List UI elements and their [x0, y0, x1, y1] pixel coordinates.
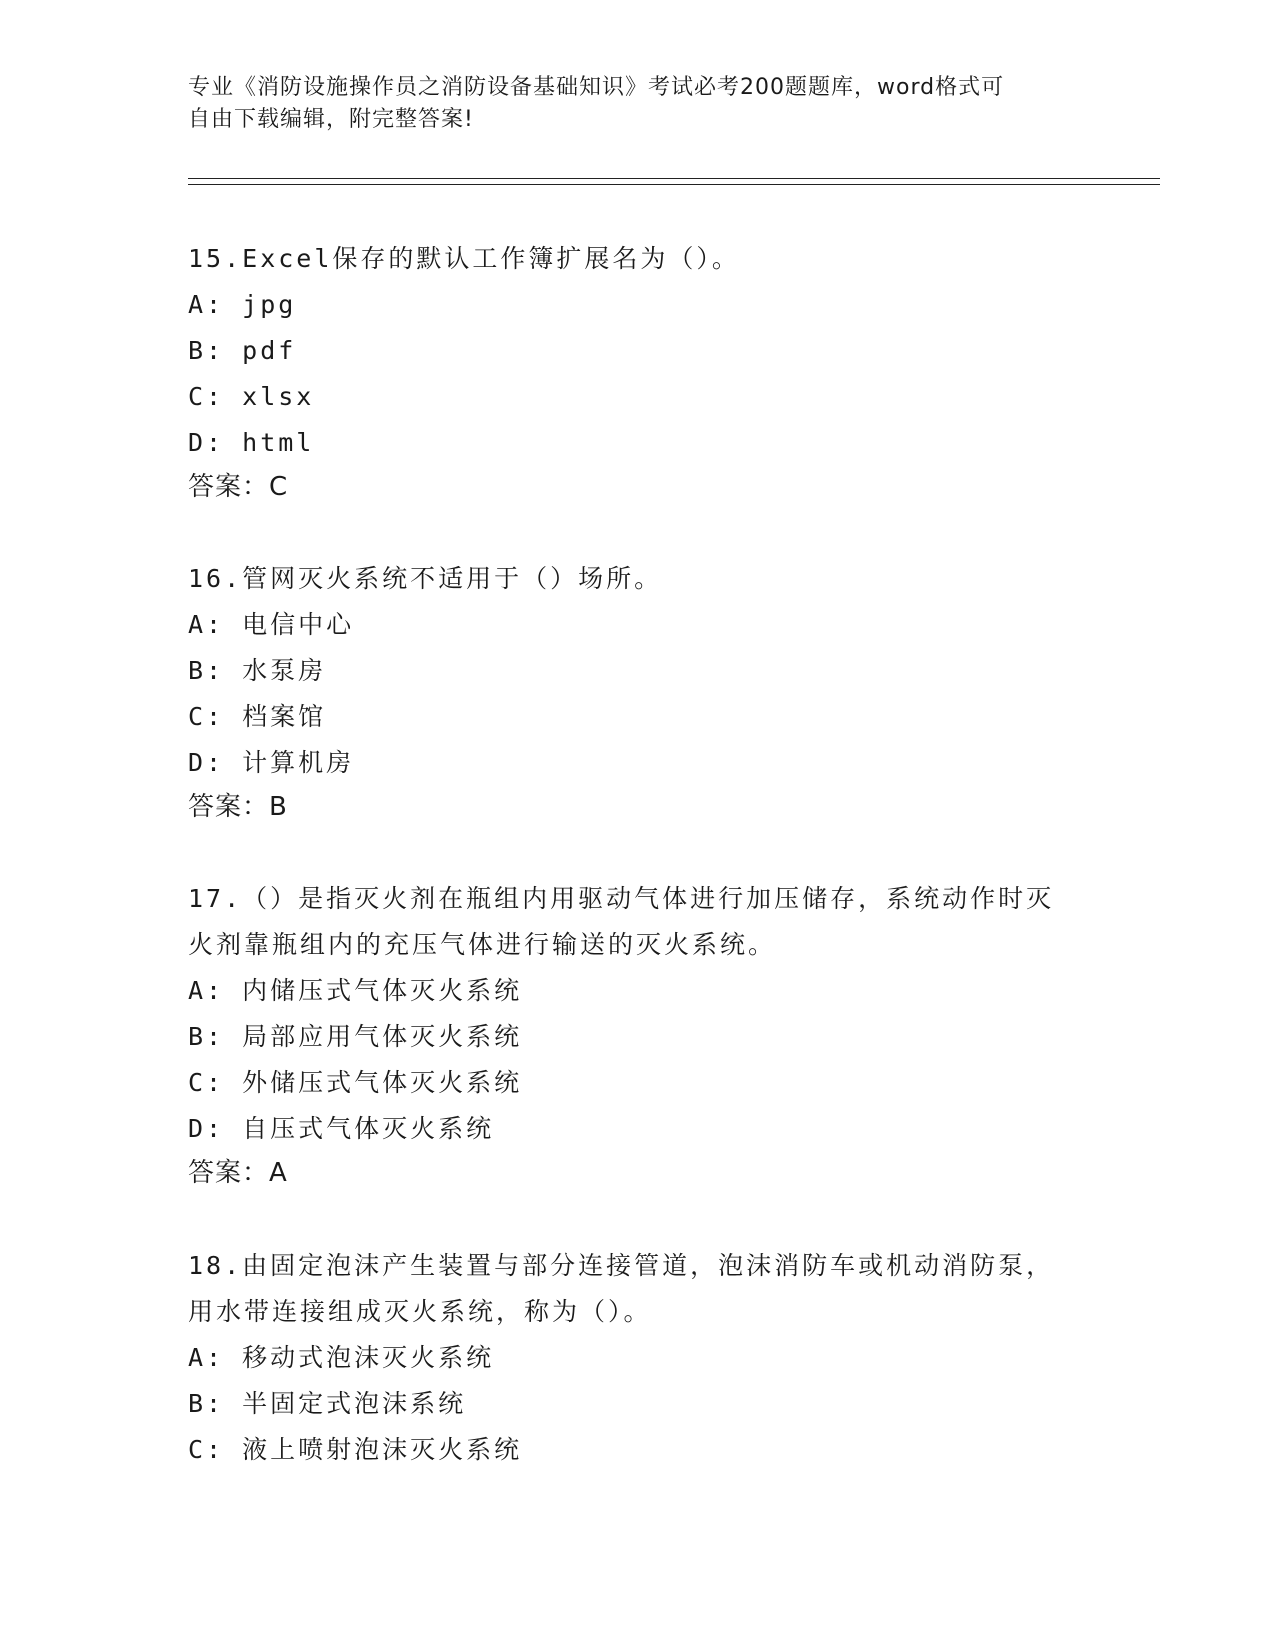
option-d: D: html — [188, 428, 315, 457]
option-d: D: 自压式气体灭火系统 — [188, 1114, 495, 1143]
option-c: C: xlsx — [188, 382, 315, 411]
option-b: B: 水泵房 — [188, 656, 327, 685]
answer: 答案：C — [188, 472, 289, 502]
header-line-1: 专业《消防设施操作员之消防设备基础知识》考试必考200题题库，word格式可 — [188, 75, 1005, 100]
question-text-line-2: 火剂靠瓶组内的充压气体进行输送的灭火系统。 — [188, 930, 777, 959]
question-text-line-1: 17.（）是指灭火剂在瓶组内用驱动气体进行加压储存，系统动作时灭 — [188, 884, 1055, 913]
question-15 — [188, 236, 1088, 508]
question-17 — [188, 876, 1088, 1194]
answer: 答案：B — [188, 792, 288, 822]
question-18 — [188, 1243, 1088, 1473]
option-b: B: pdf — [188, 336, 297, 365]
answer: 答案：A — [188, 1158, 288, 1188]
question-text-line-1: 18.由固定泡沫产生装置与部分连接管道，泡沫消防车或机动消防泵， — [188, 1251, 1055, 1280]
document-header — [188, 72, 1088, 136]
option-c: C: 液上喷射泡沫灭火系统 — [188, 1435, 523, 1464]
question-16 — [188, 556, 1088, 828]
option-d: D: 计算机房 — [188, 748, 355, 777]
question-text: 15.Excel保存的默认工作簿扩展名为（）。 — [188, 244, 740, 273]
option-c: C: 外储压式气体灭火系统 — [188, 1068, 523, 1097]
header-double-rule — [188, 178, 1160, 185]
header-line-2: 自由下载编辑，附完整答案! — [188, 107, 474, 132]
option-a: A: 电信中心 — [188, 610, 355, 639]
question-text-line-2: 用水带连接组成灭火系统，称为（）。 — [188, 1297, 652, 1326]
option-a: A: 移动式泡沫灭火系统 — [188, 1343, 495, 1372]
question-text: 16.管网灭火系统不适用于（）场所。 — [188, 564, 663, 593]
option-a: A: 内储压式气体灭火系统 — [188, 976, 523, 1005]
option-b: B: 局部应用气体灭火系统 — [188, 1022, 523, 1051]
option-b: B: 半固定式泡沫系统 — [188, 1389, 467, 1418]
option-c: C: 档案馆 — [188, 702, 327, 731]
option-a: A: jpg — [188, 290, 297, 319]
